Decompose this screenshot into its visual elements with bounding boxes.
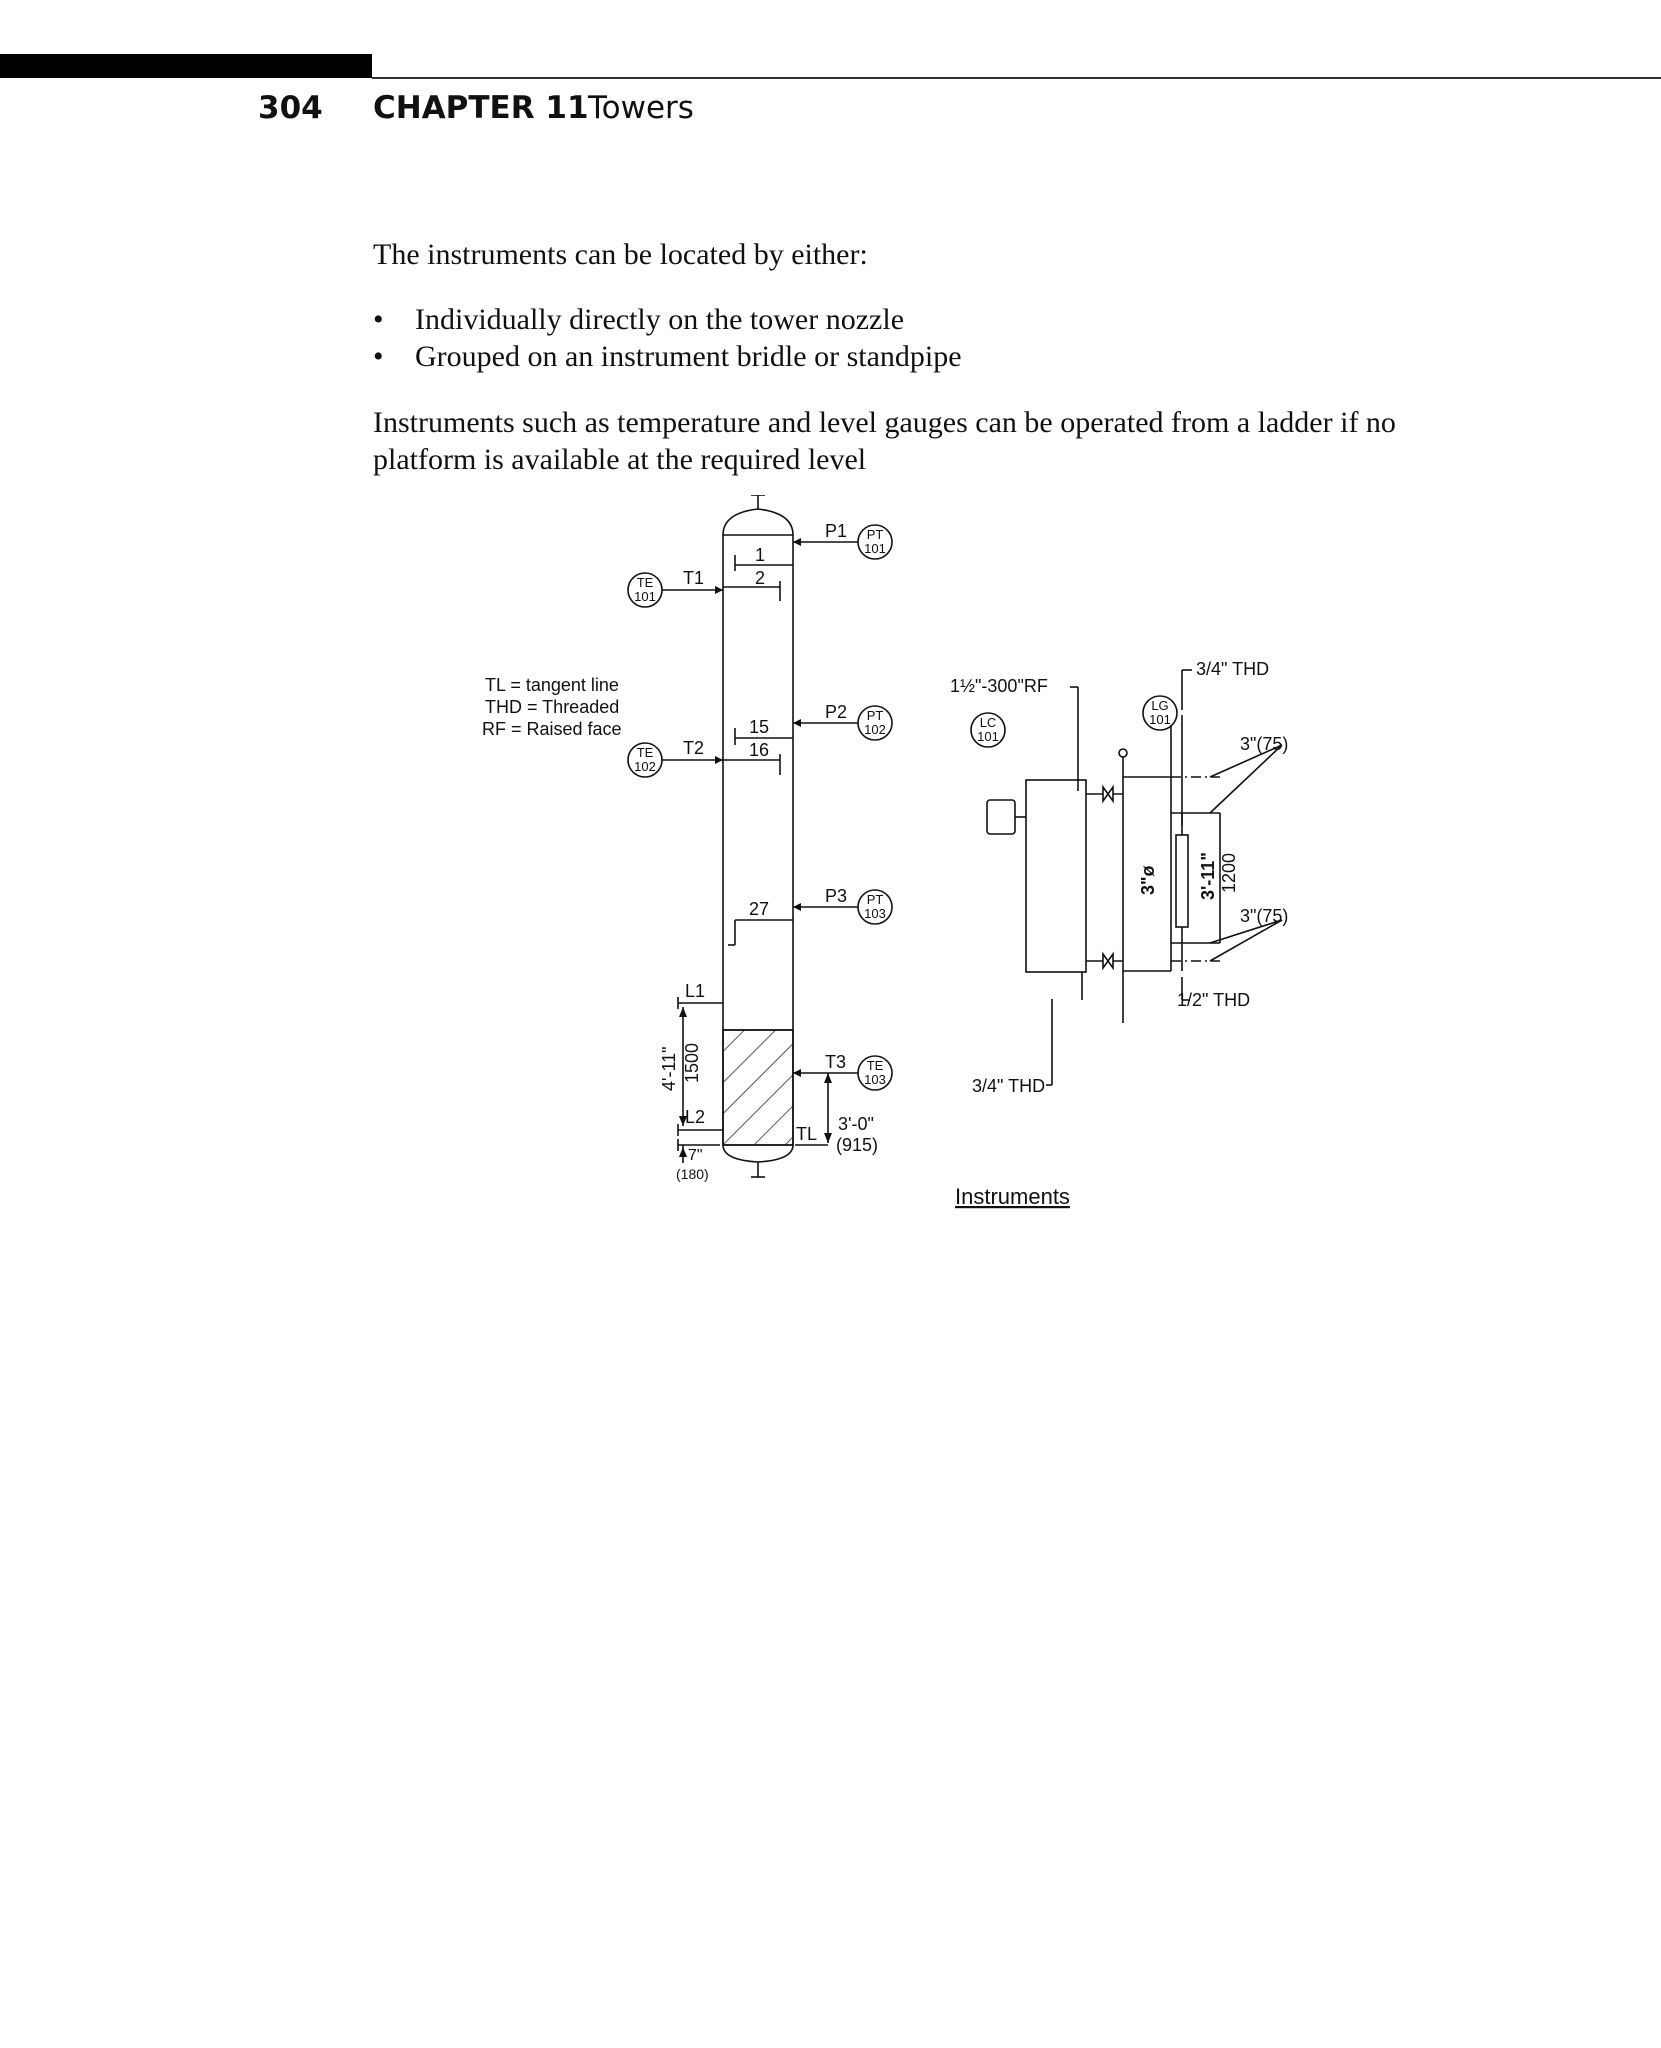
- bubble-label: 101: [1149, 712, 1171, 727]
- legend-line: THD = Threaded: [485, 697, 620, 717]
- bullet-item: • Grouped on an instrument bridle or standpipe: [373, 338, 962, 375]
- dimension-label: 3/4" THD: [972, 1076, 1046, 1096]
- nozzle-label: T1: [683, 568, 705, 588]
- nozzle-label: L2: [685, 1107, 706, 1127]
- header-bar: [0, 54, 372, 78]
- bubble-label: PT: [866, 892, 884, 907]
- nozzle-label: P1: [825, 521, 848, 541]
- bubble-label: 103: [864, 1072, 886, 1087]
- chapter-title: Towers: [588, 90, 694, 126]
- packed-bed: [723, 1030, 793, 1145]
- nozzle-label: P3: [825, 886, 848, 906]
- controller-head: [987, 800, 1015, 834]
- bubble-label: 101: [977, 729, 999, 744]
- legend-line: TL = tangent line: [485, 675, 619, 695]
- nozzle-label: T2: [683, 738, 705, 758]
- bubble-label: TE: [636, 745, 654, 760]
- header-rule: [372, 77, 1661, 79]
- tray-number: 2: [755, 568, 766, 588]
- gauge-glass: [1176, 835, 1188, 927]
- bubble-label: LG: [1151, 698, 1169, 713]
- bullet-list: [373, 301, 962, 375]
- bubble-label: LC: [979, 715, 997, 730]
- dimension-label: 4'-11": [659, 1046, 679, 1091]
- nozzle-label: TL: [796, 1124, 818, 1144]
- bubble-label: PT: [866, 708, 884, 723]
- bubble-label: TE: [636, 575, 654, 590]
- nozzle-label: P2: [825, 702, 848, 722]
- nozzle-label: T3: [825, 1052, 847, 1072]
- bubble-label: PT: [866, 527, 884, 542]
- level-controller-body: [1026, 780, 1086, 972]
- dimension-label: 3"ø: [1138, 865, 1158, 895]
- page-number: 304: [258, 90, 323, 126]
- body-paragraph: Instruments such as temperature and level gauges can be operated from a ladder if no platform is available at the required level: [373, 406, 1396, 476]
- bubble-label: 101: [634, 589, 656, 604]
- dimension-label: 1½"-300"RF: [950, 676, 1048, 696]
- dimension-label: (915): [836, 1135, 879, 1155]
- dimension-label: 1/2" THD: [1177, 990, 1251, 1010]
- tray-number: 1: [755, 545, 766, 565]
- bubble-label: 101: [864, 541, 886, 556]
- figure-caption: Instruments: [955, 1184, 1070, 1209]
- dimension-label: 1500: [682, 1042, 702, 1083]
- dimension-label: 1200: [1219, 852, 1239, 893]
- bullet-item: • Individually directly on the tower nozzle: [373, 301, 962, 338]
- dimension-label: 3'-11": [1198, 852, 1218, 900]
- tray-number: 27: [749, 899, 770, 919]
- tray-number: 16: [749, 740, 770, 760]
- dimension-label: (180): [676, 1166, 709, 1182]
- intro-text: The instruments can be located by either:: [373, 238, 868, 271]
- bubble-label: 102: [634, 759, 656, 774]
- legend-line: RF = Raised face: [482, 719, 622, 739]
- dimension-label: 3'-0": [838, 1114, 874, 1134]
- instruments-figure: [470, 495, 1350, 1215]
- dimension-label: 7": [688, 1147, 703, 1164]
- dimension-label: 3"(75): [1240, 906, 1289, 926]
- dimension-label: 3"(75): [1240, 734, 1289, 754]
- nozzle-label: L1: [685, 981, 706, 1001]
- bubble-label: TE: [866, 1058, 884, 1073]
- bubble-label: 102: [864, 722, 886, 737]
- tray-number: 15: [749, 717, 770, 737]
- bubble-label: 103: [864, 906, 886, 921]
- chapter-label: CHAPTER 11: [373, 90, 589, 126]
- dimension-label: 3/4" THD: [1196, 659, 1270, 679]
